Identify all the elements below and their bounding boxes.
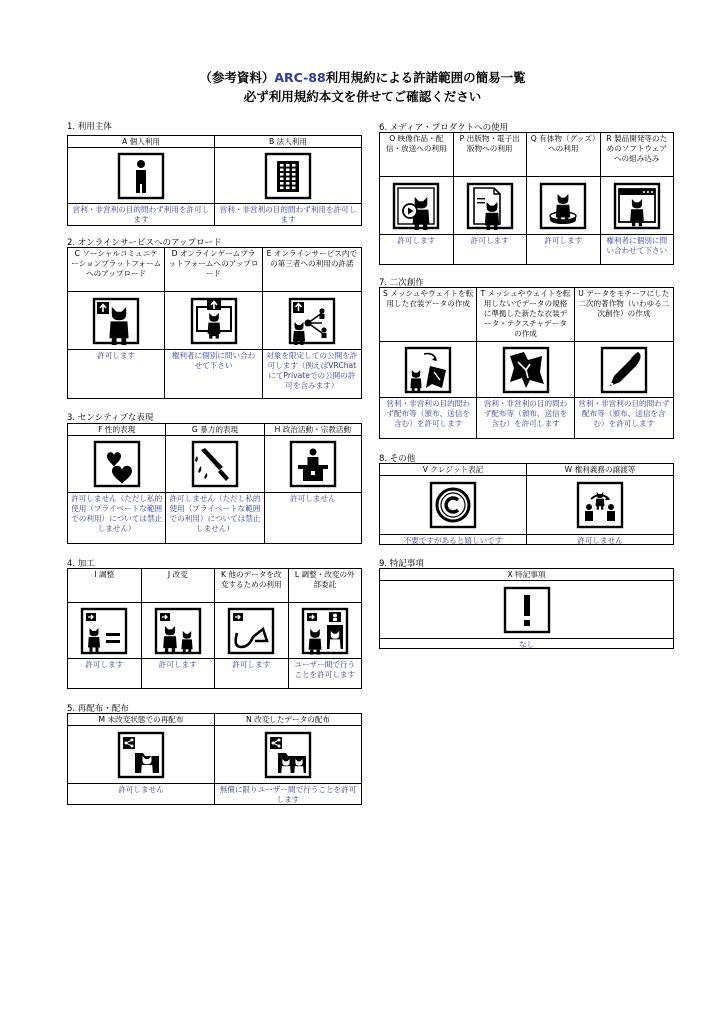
permission-status: 許可します (142, 658, 215, 688)
permission-table (379, 568, 674, 649)
permission-column (215, 569, 289, 688)
permission-column (527, 464, 673, 544)
building-icon (215, 148, 361, 203)
permission-column (166, 424, 264, 543)
column-header: G 暴力的表現 (166, 424, 263, 436)
column-header: L 調整・改変の外部委託 (289, 569, 362, 603)
permission-status: 営利・非営利の目的問わず配布等（頒布、送信を含む）を許可します (477, 397, 573, 438)
person-icon (68, 148, 214, 203)
permission-status: 営利・非営利の目的問わず配布等（頒布、送信を含む）を許可します (575, 397, 673, 438)
column-header: J 改変 (142, 569, 215, 603)
copyright-icon (380, 476, 526, 534)
column-header: B 法人利用 (215, 136, 361, 148)
permission-status: 許可します (527, 234, 600, 264)
permission-status: 権利者に個別に問い合わせて下さい (601, 234, 674, 264)
permission-column (215, 714, 361, 804)
permission-status: 許可しません (68, 783, 214, 804)
permission-status: 権利者に個別に問い合わせて下さい (165, 349, 261, 398)
permission-column (601, 133, 674, 264)
permission-column (68, 136, 215, 225)
column-header: E オンラインサービス内での第三者への利用の許諾 (263, 248, 361, 292)
permission-status: 許可します (68, 349, 164, 398)
permission-column (68, 424, 166, 543)
modify-icon (142, 603, 215, 658)
upload-avatar-icon (68, 292, 164, 349)
permission-status: ユーザー間で行うことを許可します (289, 658, 362, 688)
permission-column (68, 714, 215, 804)
column-header: W 権利義務の譲渡等 (527, 464, 673, 476)
column-header: S メッシュやウェイトを転用した衣装データの作成 (380, 288, 476, 342)
permission-table (379, 132, 674, 265)
permission-status: 営利・非営利の目的問わず配布等（頒布、送信を含む）を許可します (380, 397, 476, 438)
column-header: M 未改変状態での再配布 (68, 714, 214, 726)
column-header: Q 有体物（グッズ）への利用 (527, 133, 600, 177)
exclamation-icon (380, 581, 673, 638)
reuse-icon (215, 603, 288, 658)
permission-column (68, 569, 142, 688)
column-header: N 改変したデータの配布 (215, 714, 361, 726)
knife-icon (166, 436, 263, 492)
permission-column (263, 248, 361, 398)
redistribute-icon (68, 726, 214, 783)
permission-column (380, 464, 527, 544)
permission-status: 許可しません（ただし私的使用（プライベートな範囲での利用）については禁止しません） (166, 492, 263, 543)
permission-table (67, 135, 362, 226)
permission-column (215, 136, 361, 225)
column-header: R 製品開発等のためのソフトウェアへの組み込み (601, 133, 674, 177)
column-header: O 映像作品・配信・放送への利用 (380, 133, 453, 177)
permission-table (67, 247, 362, 399)
permission-table (67, 568, 362, 689)
permission-status: 許可します (215, 658, 288, 688)
permission-status: 不要ですがあると嬉しいです (380, 534, 526, 544)
column-header: K 他のデータを改変するための利用 (215, 569, 288, 603)
column-header: A 個人利用 (68, 136, 214, 148)
adjust-icon (68, 603, 141, 658)
podium-icon (265, 436, 361, 492)
goods-icon (527, 177, 600, 234)
document-subtitle: 必ず利用規約本文を併せてご確認ください (243, 89, 482, 104)
pen-icon (575, 342, 673, 397)
distribute-modified-icon (215, 726, 361, 783)
permission-table (67, 423, 362, 544)
permission-column (477, 288, 574, 438)
outsource-icon (289, 603, 362, 658)
permission-status: 営利・非営利の目的問わず利用を許可します (215, 203, 361, 225)
permission-status: 許可します (380, 234, 453, 264)
permission-column (454, 133, 528, 264)
permission-column (575, 288, 673, 438)
upload-monitor-icon (165, 292, 261, 349)
column-header: T メッシュやウェイトを転用しないでデータの規格に準拠した新たな衣装データ・テクスチャデータの作成 (477, 288, 573, 342)
share-users-icon (263, 292, 361, 349)
column-header: V クレジット表記 (380, 464, 526, 476)
permission-column (265, 424, 361, 543)
new-data-icon (477, 342, 573, 397)
permission-status: 営利・非営利の目的問わず利用を許可します (68, 203, 214, 225)
permission-column (380, 569, 673, 648)
permission-status: なし (380, 638, 673, 648)
document-title: （参考資料）ARC-88利用規約による許諾範囲の簡易一覧 (199, 70, 526, 85)
publication-icon (454, 177, 527, 234)
column-header: F 性的表現 (68, 424, 165, 436)
column-header: X 特記事項 (380, 569, 673, 581)
permission-status: 許可します (68, 658, 141, 688)
column-header: I 調整 (68, 569, 141, 603)
permission-column (380, 133, 454, 264)
video-icon (380, 177, 453, 234)
hearts-icon (68, 436, 165, 492)
column-header: D オンラインゲームプラットフォームへのアップロード (165, 248, 261, 292)
transfer-icon (527, 476, 673, 534)
permission-status: 許可しません (527, 534, 673, 544)
permission-column (165, 248, 262, 398)
column-header: P 出版物・電子出版物への利用 (454, 133, 527, 177)
column-header: H 政治活動・宗教活動 (265, 424, 361, 436)
column-header: U データをモチーフにした二次的著作物（いわゆる二次創作）の作成 (575, 288, 673, 342)
permission-column (289, 569, 362, 688)
permission-column (142, 569, 216, 688)
software-icon (601, 177, 674, 234)
permission-table (379, 287, 674, 439)
permission-status: 許可しません (265, 492, 361, 543)
permission-status: 許可します (454, 234, 527, 264)
permission-status: 許可しません（ただし私的使用（プライベートな範囲での利用）については禁止しません） (68, 492, 165, 543)
permission-table (67, 713, 362, 805)
permission-column (527, 133, 601, 264)
permission-table (379, 463, 674, 545)
mesh-transfer-icon (380, 342, 476, 397)
permission-column (380, 288, 477, 438)
column-header: C ソーシャルコミュニケーションプラットフォームへのアップロード (68, 248, 164, 292)
permission-status: 対象を限定しての公開を許可します（例えばVRChatにてPrivateでの公開の許可を含みます） (263, 349, 361, 398)
permission-column (68, 248, 165, 398)
permission-status: 無償に限りユーザー間で行うことを許可します (215, 783, 361, 804)
